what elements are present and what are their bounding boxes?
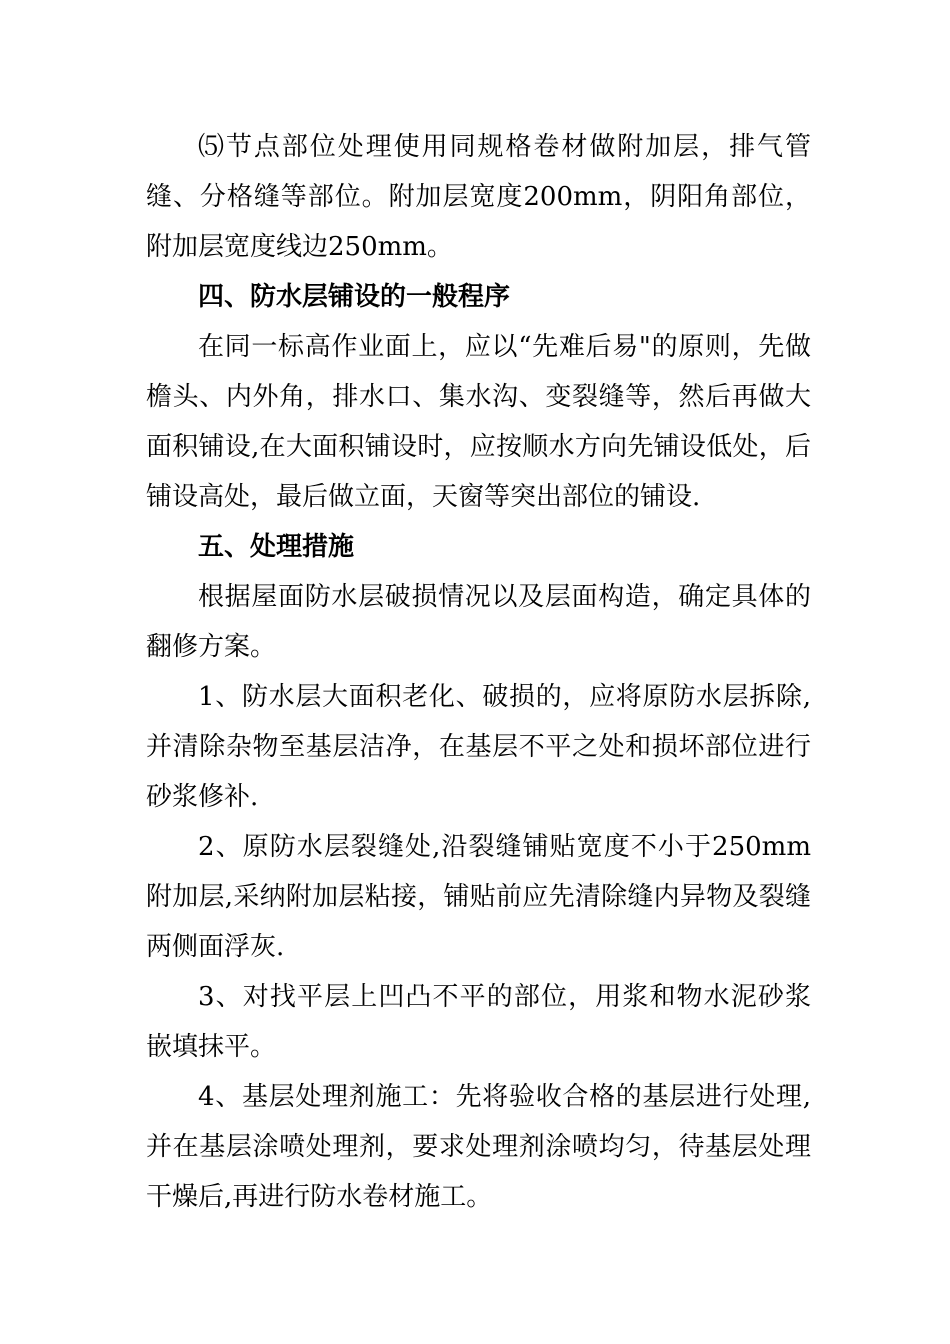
- paragraph-laying-order: 在同一标高作业面上，应以“先难后易"的原则，先做檐头、内外角，排水口、集水沟、变裂缝等，然后再做大面积铺设,在大面积铺设时，应按顺水方向先铺设低处，后铺设高处，最后做立面，天窗等突出部位的铺设.: [146, 332, 811, 512]
- section-heading-5: 五、处理措施: [198, 532, 355, 562]
- paragraph-item-1: 1、防水层大面积老化、破损的，应将原防水层拆除,并清除杂物至基层洁净，在基层不平之处和损坏部位进行砂浆修补.: [146, 682, 811, 812]
- paragraph-item-4: 4、基层处理剂施工：先将验收合格的基层进行处理,并在基层涂喷处理剂，要求处理剂涂喷均匀，待基层处理干燥后,再进行防水卷材施工。: [146, 1082, 811, 1212]
- paragraph-item-2: 2、原防水层裂缝处,沿裂缝铺贴宽度不小于250mm附加层,采纳附加层粘接，铺贴前应先清除缝内异物及裂缝两侧面浮灰.: [146, 832, 811, 962]
- paragraph-node-treatment: ⑸节点部位处理使用同规格卷材做附加层，排气管缝、分格缝等部位。附加层宽度200mm，阴阳角部位，附加层宽度线边250mm。: [146, 132, 811, 262]
- paragraph-item-3: 3、对找平层上凹凸不平的部位，用浆和物水泥砂浆嵌填抹平。: [146, 982, 811, 1062]
- section-heading-4: 四、防水层铺设的一般程序: [198, 282, 511, 312]
- document-body: [146, 122, 811, 1222]
- paragraph-repair-plan: 根据屋面防水层破损情况以及层面构造，确定具体的翻修方案。: [146, 582, 811, 662]
